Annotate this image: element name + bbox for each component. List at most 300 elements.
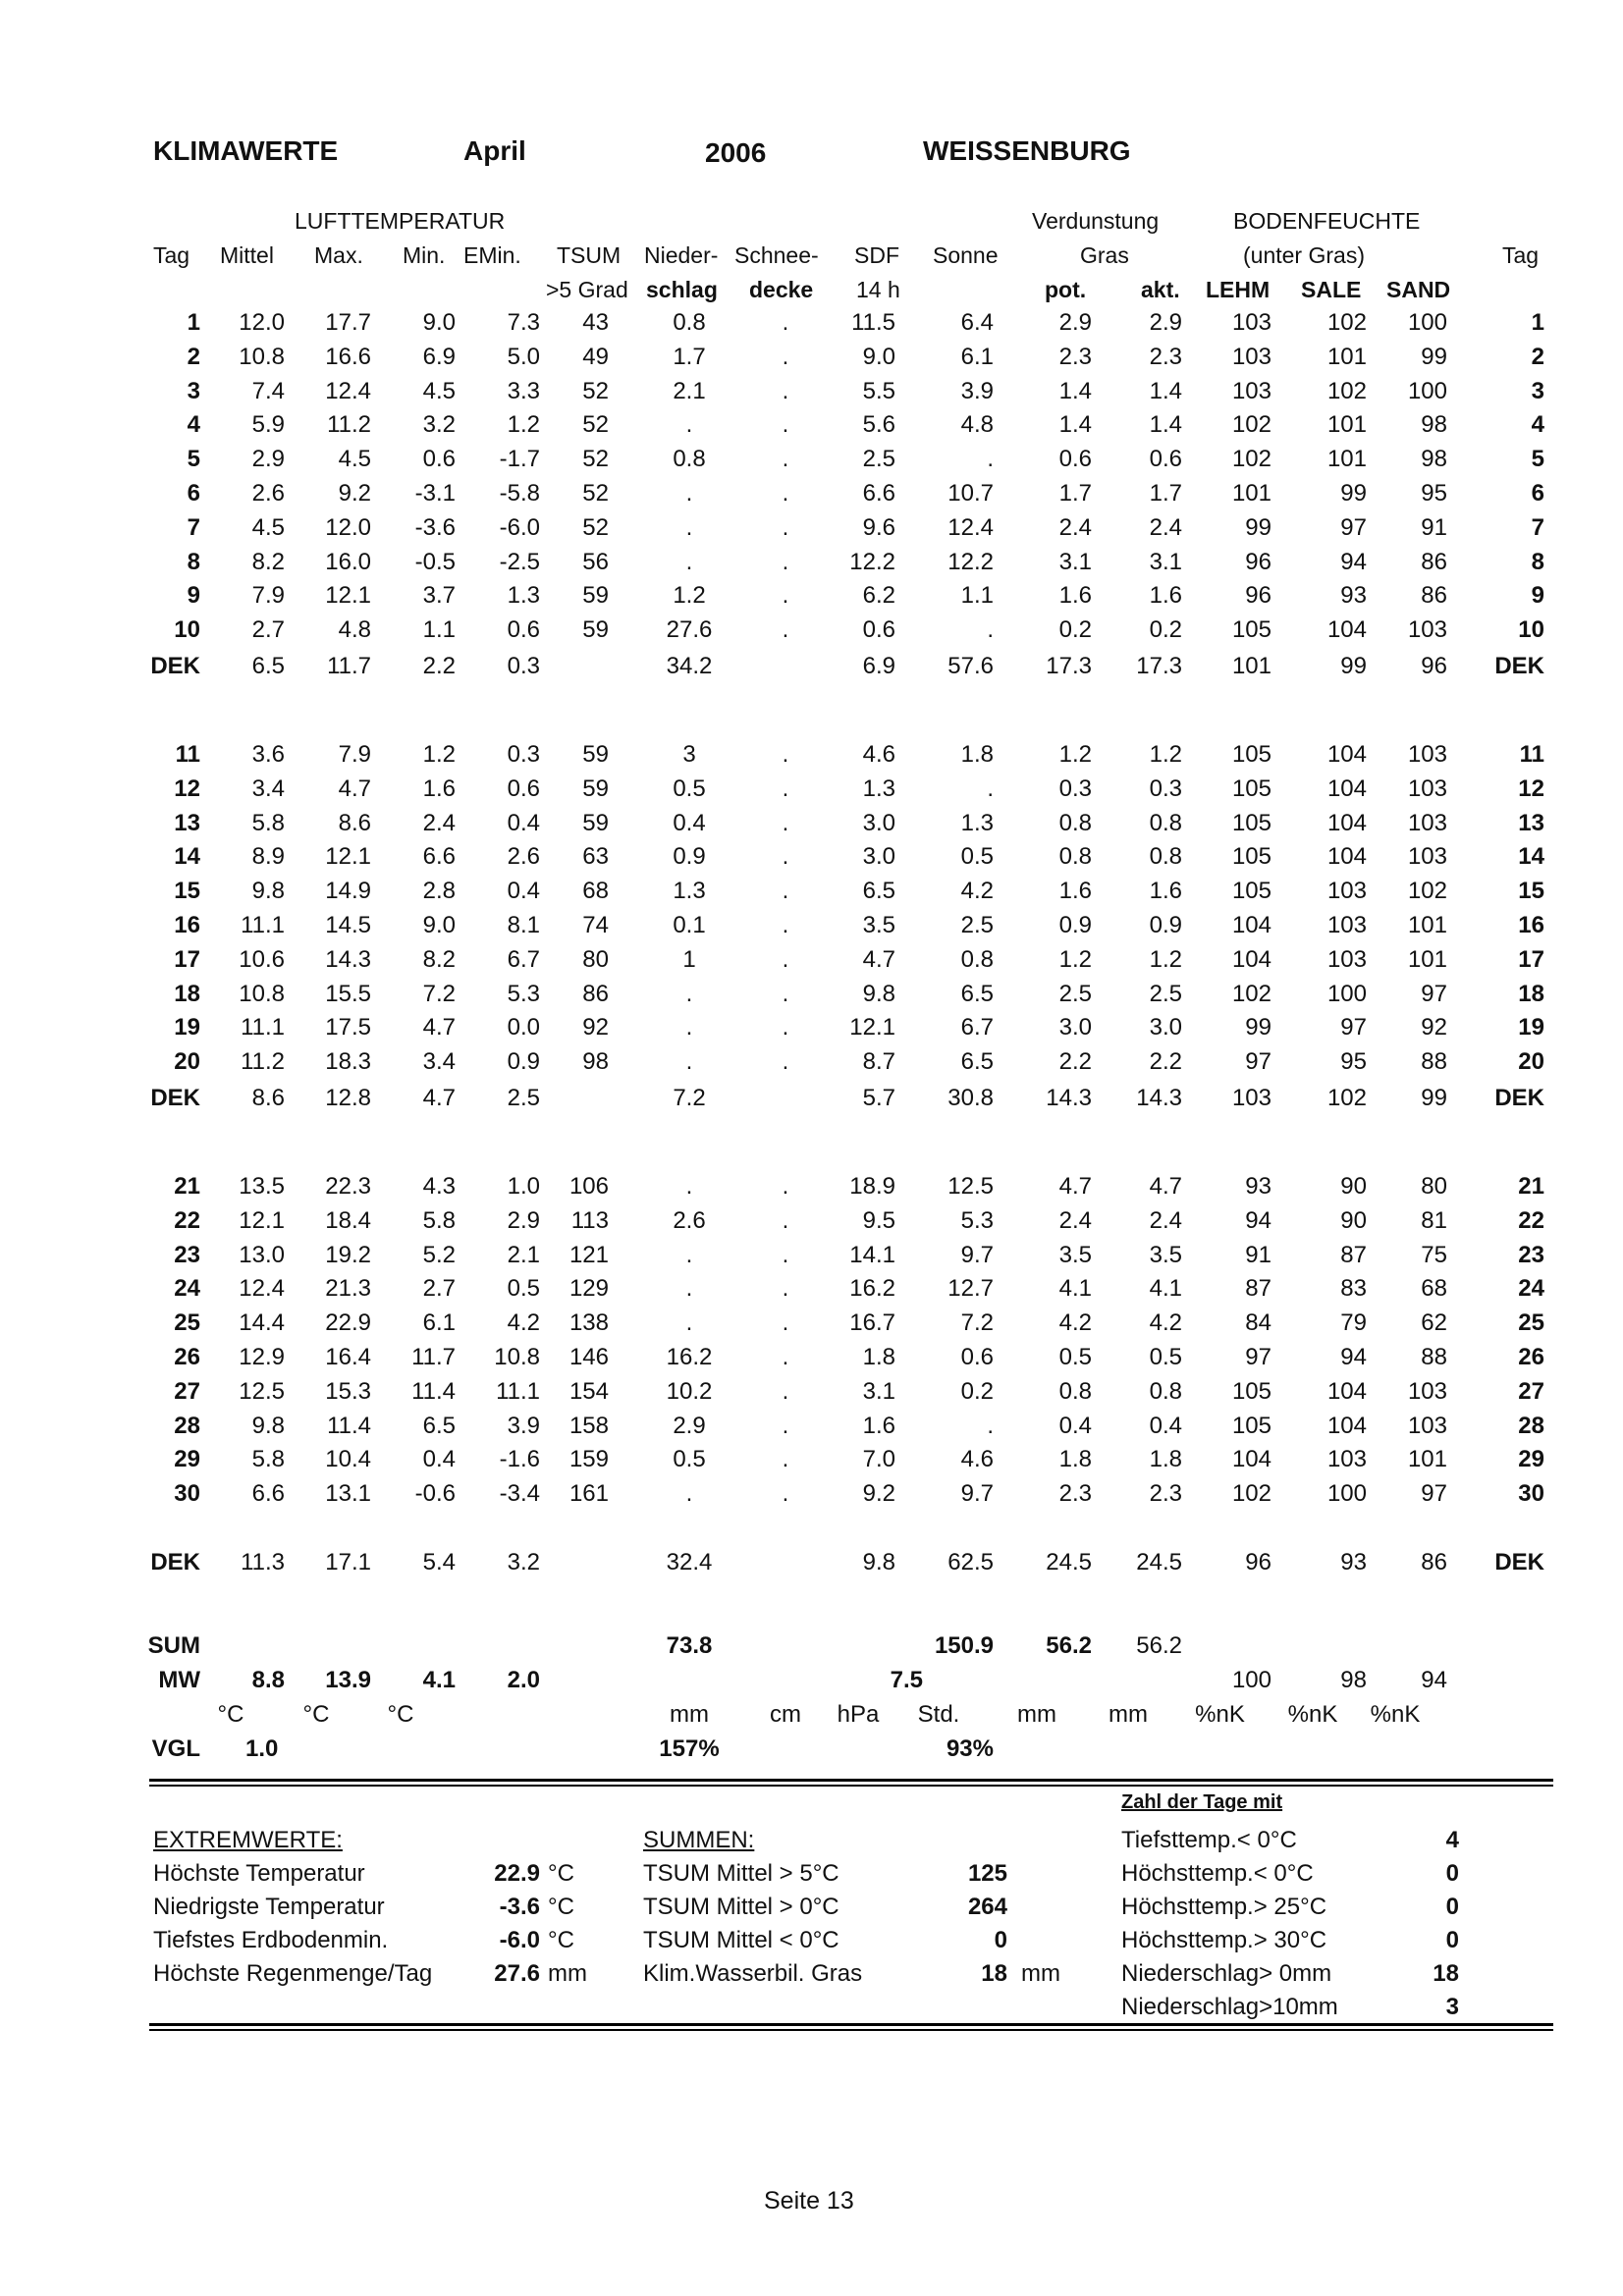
row-sale-cell: 102 xyxy=(1326,309,1367,336)
summary-mw-max: 13.9 xyxy=(325,1667,371,1693)
row-sand-cell: 103 xyxy=(1407,843,1447,871)
row-sand-cell: 75 xyxy=(1421,1241,1447,1268)
summary-vgl-sonne: 93% xyxy=(946,1735,994,1762)
row-pot-cell: 0.4 xyxy=(1058,1412,1092,1439)
summary-units-mittel: °C xyxy=(217,1701,244,1728)
summen-value: 18 xyxy=(981,1960,1007,1987)
row-mittel-cell: 12.4 xyxy=(239,1275,285,1303)
tage-value: 0 xyxy=(1445,1927,1459,1953)
row-min-cell: 1.6 xyxy=(422,774,456,802)
row-min-cell: 2.7 xyxy=(422,1275,456,1303)
row-schneedecke-cell: . xyxy=(782,1048,789,1076)
row-sonne-cell: . xyxy=(987,616,994,644)
row-mittel-cell: 9.8 xyxy=(251,878,285,905)
row-emin-cell: 2.1 xyxy=(507,1241,540,1268)
summary-units-sonne: Std. xyxy=(917,1701,960,1728)
row-tag-right-cell: 29 xyxy=(1518,1446,1544,1473)
row-lehm-cell: 105 xyxy=(1231,843,1271,871)
row-lehm-cell: 96 xyxy=(1245,548,1271,575)
dek-sale-cell: 93 xyxy=(1340,1549,1367,1575)
row-sand-cell: 88 xyxy=(1421,1344,1447,1370)
extremwerte-value: 27.6 xyxy=(494,1960,540,1987)
row-mittel-cell: 7.4 xyxy=(251,377,285,404)
row-lehm-cell: 103 xyxy=(1231,309,1271,336)
summary-vgl-mittel: 1.0 xyxy=(245,1735,279,1762)
row-sdf-cell: 12.2 xyxy=(849,548,895,575)
row-sale-cell: 94 xyxy=(1340,1344,1367,1370)
row-max-cell: 7.9 xyxy=(338,741,371,768)
row-pot-cell: 1.4 xyxy=(1058,377,1092,404)
row-min-cell: -3.1 xyxy=(414,480,456,507)
row-tag-right-cell: 23 xyxy=(1518,1241,1544,1268)
row-niederschlag-cell: . xyxy=(685,480,693,507)
row-max-cell: 19.2 xyxy=(325,1241,371,1268)
dek-mittel-cell: 8.6 xyxy=(251,1085,285,1111)
summary-units-sdf: hPa xyxy=(837,1701,880,1728)
row-sdf-cell: 16.2 xyxy=(849,1275,895,1303)
row-pot-cell: 1.2 xyxy=(1058,945,1092,973)
row-sand-cell: 100 xyxy=(1407,309,1447,336)
row-akt-cell: 0.8 xyxy=(1149,843,1182,871)
dek-sonne-cell: 30.8 xyxy=(947,1085,994,1111)
row-emin-cell: 0.3 xyxy=(507,741,540,768)
row-sale-cell: 104 xyxy=(1326,1412,1367,1439)
row-emin-cell: 3.3 xyxy=(507,377,540,404)
row-tag-right-cell: 14 xyxy=(1518,843,1544,871)
row-tag-right-cell: 20 xyxy=(1518,1048,1544,1076)
row-sale-cell: 104 xyxy=(1326,616,1367,644)
row-lehm-cell: 91 xyxy=(1245,1241,1271,1268)
row-min-cell: 6.1 xyxy=(422,1309,456,1337)
row-pot-cell: 2.9 xyxy=(1058,309,1092,336)
row-emin-cell: 4.2 xyxy=(507,1309,540,1337)
row-schneedecke-cell: . xyxy=(782,809,789,836)
row-schneedecke-cell: . xyxy=(782,548,789,575)
row-sand-cell: 101 xyxy=(1407,945,1447,973)
row-akt-cell: 0.4 xyxy=(1149,1412,1182,1439)
row-mittel-cell: 3.6 xyxy=(251,741,285,768)
row-lehm-cell: 97 xyxy=(1245,1048,1271,1076)
row-max-cell: 17.5 xyxy=(325,1014,371,1041)
summen-label: TSUM Mittel > 0°C xyxy=(643,1894,839,1920)
row-mittel-cell: 6.6 xyxy=(251,1480,285,1508)
row-lehm-cell: 102 xyxy=(1231,980,1271,1007)
row-niederschlag-cell: 0.8 xyxy=(673,446,706,473)
row-niederschlag-cell: 2.1 xyxy=(673,377,706,404)
row-sdf-cell: 9.8 xyxy=(862,980,895,1007)
row-lehm-cell: 102 xyxy=(1231,446,1271,473)
row-akt-cell: 1.8 xyxy=(1149,1446,1182,1473)
row-sonne-cell: 4.2 xyxy=(960,878,994,905)
row-niederschlag-cell: . xyxy=(685,980,693,1007)
dek-tag-cell: DEK xyxy=(150,1549,200,1575)
row-tsum-cell: 86 xyxy=(582,980,609,1007)
row-sand-cell: 81 xyxy=(1421,1206,1447,1234)
row-niederschlag-cell: 0.5 xyxy=(673,774,706,802)
row-min-cell: 11.7 xyxy=(411,1344,456,1370)
row-akt-cell: 0.2 xyxy=(1149,616,1182,644)
row-mittel-cell: 11.2 xyxy=(241,1048,285,1076)
row-akt-cell: 2.2 xyxy=(1149,1048,1182,1076)
row-sale-cell: 93 xyxy=(1340,582,1367,610)
row-sale-cell: 94 xyxy=(1340,548,1367,575)
row-lehm-cell: 96 xyxy=(1245,582,1271,610)
row-akt-cell: 1.6 xyxy=(1149,582,1182,610)
row-sale-cell: 104 xyxy=(1326,809,1367,836)
row-sonne-cell: 10.7 xyxy=(947,480,994,507)
row-lehm-cell: 103 xyxy=(1231,343,1271,370)
row-lehm-cell: 99 xyxy=(1245,1014,1271,1041)
extremwerte-unit: mm xyxy=(548,1960,587,1987)
row-schneedecke-cell: . xyxy=(782,513,789,541)
row-niederschlag-cell: 0.8 xyxy=(673,309,706,336)
row-niederschlag-cell: 1.7 xyxy=(673,343,706,370)
row-sdf-cell: 6.5 xyxy=(862,878,895,905)
row-max-cell: 16.4 xyxy=(325,1344,371,1370)
row-tag-cell: 29 xyxy=(174,1446,200,1473)
dek-min-cell: 2.2 xyxy=(422,653,456,679)
dek-lehm-cell: 103 xyxy=(1231,1085,1271,1111)
row-mittel-cell: 2.9 xyxy=(251,446,285,473)
row-tsum-cell: 52 xyxy=(582,377,609,404)
row-schneedecke-cell: . xyxy=(782,582,789,610)
row-mittel-cell: 13.5 xyxy=(239,1173,285,1200)
row-tag-right-cell: 1 xyxy=(1531,309,1544,336)
row-lehm-cell: 102 xyxy=(1231,411,1271,439)
row-tag-cell: 19 xyxy=(174,1014,200,1041)
row-sand-cell: 100 xyxy=(1407,377,1447,404)
row-akt-cell: 2.3 xyxy=(1149,1480,1182,1508)
row-mittel-cell: 12.9 xyxy=(239,1344,285,1370)
row-sonne-cell: . xyxy=(987,774,994,802)
row-min-cell: 9.0 xyxy=(422,309,456,336)
row-sale-cell: 104 xyxy=(1326,741,1367,768)
summary-mw-lehm: 100 xyxy=(1231,1667,1271,1693)
row-min-cell: -0.5 xyxy=(414,548,456,575)
summary-units-sand: %nK xyxy=(1370,1701,1421,1728)
row-niederschlag-cell: 3 xyxy=(682,741,696,768)
row-max-cell: 11.2 xyxy=(327,411,371,439)
row-emin-cell: 0.6 xyxy=(507,616,540,644)
row-tag-cell: 11 xyxy=(175,741,200,768)
summary-mw-sale: 98 xyxy=(1340,1667,1367,1693)
row-tag-right-cell: 27 xyxy=(1518,1377,1544,1405)
row-sand-cell: 80 xyxy=(1421,1173,1447,1200)
row-sand-cell: 103 xyxy=(1407,1377,1447,1405)
row-sale-cell: 103 xyxy=(1326,1446,1367,1473)
dek-min-cell: 5.4 xyxy=(422,1549,456,1575)
row-akt-cell: 3.0 xyxy=(1149,1014,1182,1041)
row-akt-cell: 1.4 xyxy=(1149,411,1182,439)
row-tsum-cell: 43 xyxy=(582,309,609,336)
row-schneedecke-cell: . xyxy=(782,1014,789,1041)
row-pot-cell: 0.8 xyxy=(1058,1377,1092,1405)
header-nieder: Nieder- xyxy=(644,242,719,268)
row-sdf-cell: 6.2 xyxy=(862,582,895,610)
row-mittel-cell: 13.0 xyxy=(239,1241,285,1268)
row-tag-cell: 5 xyxy=(187,446,200,473)
row-tag-right-cell: 15 xyxy=(1518,878,1544,905)
row-sonne-cell: 6.1 xyxy=(960,343,994,370)
row-schneedecke-cell: . xyxy=(782,446,789,473)
summen-unit: mm xyxy=(1021,1960,1060,1987)
row-sdf-cell: 7.0 xyxy=(862,1446,895,1473)
row-sdf-cell: 11.5 xyxy=(851,309,895,336)
row-mittel-cell: 8.2 xyxy=(251,548,285,575)
row-mittel-cell: 5.8 xyxy=(251,1446,285,1473)
extremwerte-value: 22.9 xyxy=(494,1860,540,1887)
row-mittel-cell: 12.0 xyxy=(239,309,285,336)
row-lehm-cell: 97 xyxy=(1245,1344,1271,1370)
row-akt-cell: 1.2 xyxy=(1149,945,1182,973)
row-sonne-cell: 12.4 xyxy=(947,513,994,541)
row-tag-right-cell: 10 xyxy=(1518,616,1544,644)
row-sand-cell: 97 xyxy=(1421,980,1447,1007)
row-pot-cell: 4.7 xyxy=(1058,1173,1092,1200)
row-max-cell: 21.3 xyxy=(325,1275,371,1303)
row-tag-cell: 12 xyxy=(174,774,200,802)
row-sdf-cell: 6.6 xyxy=(862,480,895,507)
report-year: 2006 xyxy=(705,137,767,168)
row-tag-cell: 16 xyxy=(174,912,200,938)
extremwerte-label: Niedrigste Temperatur xyxy=(153,1894,385,1920)
report-month: April xyxy=(463,135,526,166)
row-mittel-cell: 11.1 xyxy=(241,1014,285,1041)
row-emin-cell: 7.3 xyxy=(507,309,540,336)
row-akt-cell: 4.1 xyxy=(1149,1275,1182,1303)
row-tag-cell: 17 xyxy=(174,945,200,973)
row-max-cell: 12.4 xyxy=(325,377,371,404)
summary-sum-sonne: 150.9 xyxy=(934,1632,994,1659)
row-sale-cell: 101 xyxy=(1326,411,1367,439)
row-schneedecke-cell: . xyxy=(782,1412,789,1439)
summen-value: 125 xyxy=(967,1860,1007,1887)
row-max-cell: 8.6 xyxy=(338,809,371,836)
row-sand-cell: 95 xyxy=(1421,480,1447,507)
summary-sum-niederschlag: 73.8 xyxy=(666,1632,713,1659)
dek-pot-cell: 17.3 xyxy=(1046,653,1092,679)
row-sale-cell: 97 xyxy=(1340,1014,1367,1041)
header-tag-right: Tag xyxy=(1502,242,1540,268)
row-tsum-cell: 154 xyxy=(568,1377,609,1405)
summary-mw-sand: 94 xyxy=(1421,1667,1447,1693)
dek-sand-cell: 96 xyxy=(1421,653,1447,679)
row-lehm-cell: 104 xyxy=(1231,945,1271,973)
row-emin-cell: -5.8 xyxy=(499,480,540,507)
row-sale-cell: 101 xyxy=(1326,343,1367,370)
extremwerte-value: -3.6 xyxy=(499,1894,540,1920)
row-akt-cell: 4.7 xyxy=(1149,1173,1182,1200)
tage-value: 0 xyxy=(1445,1860,1459,1887)
dek-mittel-cell: 11.3 xyxy=(241,1549,285,1575)
dek-emin-cell: 0.3 xyxy=(507,653,540,679)
row-tag-right-cell: 13 xyxy=(1518,809,1544,836)
row-lehm-cell: 87 xyxy=(1245,1275,1271,1303)
row-max-cell: 14.9 xyxy=(325,878,371,905)
row-tsum-cell: 98 xyxy=(582,1048,609,1076)
summen-value: 0 xyxy=(994,1927,1007,1953)
tage-label: Höchsttemp.> 25°C xyxy=(1121,1894,1327,1920)
row-max-cell: 13.1 xyxy=(325,1480,371,1508)
row-mittel-cell: 10.8 xyxy=(239,980,285,1007)
row-tag-cell: 20 xyxy=(174,1048,200,1076)
row-lehm-cell: 105 xyxy=(1231,1412,1271,1439)
row-mittel-cell: 2.7 xyxy=(251,616,285,644)
row-tsum-cell: 59 xyxy=(582,774,609,802)
row-min-cell: 6.5 xyxy=(422,1412,456,1439)
row-sdf-cell: 2.5 xyxy=(862,446,895,473)
row-min-cell: -3.6 xyxy=(414,513,456,541)
row-emin-cell: -1.6 xyxy=(499,1446,540,1473)
row-tag-cell: 8 xyxy=(187,548,200,575)
row-tsum-cell: 52 xyxy=(582,513,609,541)
dek-max-cell: 17.1 xyxy=(325,1549,371,1575)
row-sonne-cell: 4.6 xyxy=(960,1446,994,1473)
row-tsum-cell: 68 xyxy=(582,878,609,905)
row-pot-cell: 2.5 xyxy=(1058,980,1092,1007)
row-sonne-cell: . xyxy=(987,446,994,473)
header-sdf: SDF xyxy=(854,242,899,268)
dek-tag-right-cell: DEK xyxy=(1494,1549,1544,1575)
row-akt-cell: 1.2 xyxy=(1149,741,1182,768)
row-schneedecke-cell: . xyxy=(782,945,789,973)
dek-niederschlag-cell: 34.2 xyxy=(666,653,713,679)
header-14h: 14 h xyxy=(856,277,900,302)
row-tsum-cell: 106 xyxy=(568,1173,609,1200)
row-sand-cell: 88 xyxy=(1421,1048,1447,1076)
row-sonne-cell: 0.5 xyxy=(960,843,994,871)
row-sdf-cell: 1.6 xyxy=(862,1412,895,1439)
row-sdf-cell: 16.7 xyxy=(849,1309,895,1337)
dek-akt-cell: 17.3 xyxy=(1136,653,1182,679)
summary-mw-sdf: 7.5 xyxy=(890,1667,923,1693)
row-pot-cell: 2.3 xyxy=(1058,1480,1092,1508)
row-mittel-cell: 14.4 xyxy=(239,1309,285,1337)
row-akt-cell: 0.9 xyxy=(1149,912,1182,938)
row-emin-cell: 5.3 xyxy=(507,980,540,1007)
row-sale-cell: 101 xyxy=(1326,446,1367,473)
row-tsum-cell: 146 xyxy=(568,1344,609,1370)
row-sdf-cell: 5.6 xyxy=(862,411,895,439)
row-tsum-cell: 49 xyxy=(582,343,609,370)
row-sdf-cell: 4.6 xyxy=(862,741,895,768)
extremwerte-value: -6.0 xyxy=(499,1927,540,1953)
row-pot-cell: 1.4 xyxy=(1058,411,1092,439)
row-tag-cell: 14 xyxy=(174,843,200,871)
row-mittel-cell: 3.4 xyxy=(251,774,285,802)
summary-units-pot: mm xyxy=(1017,1701,1056,1728)
row-sonne-cell: 0.6 xyxy=(960,1344,994,1370)
row-akt-cell: 4.2 xyxy=(1149,1309,1182,1337)
row-schneedecke-cell: . xyxy=(782,878,789,905)
row-max-cell: 4.8 xyxy=(338,616,371,644)
row-pot-cell: 0.2 xyxy=(1058,616,1092,644)
row-tag-cell: 23 xyxy=(174,1241,200,1268)
row-emin-cell: 6.7 xyxy=(507,945,540,973)
row-tag-cell: 26 xyxy=(174,1344,200,1370)
row-lehm-cell: 105 xyxy=(1231,616,1271,644)
row-min-cell: 1.2 xyxy=(422,741,456,768)
row-pot-cell: 2.4 xyxy=(1058,513,1092,541)
row-min-cell: 4.5 xyxy=(422,377,456,404)
row-tsum-cell: 161 xyxy=(568,1480,609,1508)
row-akt-cell: 3.5 xyxy=(1149,1241,1182,1268)
row-sale-cell: 103 xyxy=(1326,912,1367,938)
dek-lehm-cell: 96 xyxy=(1245,1549,1271,1575)
row-tag-cell: 28 xyxy=(174,1412,200,1439)
row-tag-cell: 27 xyxy=(174,1377,200,1405)
row-tag-cell: 15 xyxy=(174,878,200,905)
row-sdf-cell: 3.0 xyxy=(862,809,895,836)
header-tag: Tag xyxy=(153,242,190,268)
row-lehm-cell: 94 xyxy=(1245,1206,1271,1234)
row-tag-cell: 3 xyxy=(187,377,200,404)
row-sonne-cell: 5.3 xyxy=(960,1206,994,1234)
row-tag-cell: 24 xyxy=(174,1275,200,1303)
row-tag-right-cell: 30 xyxy=(1518,1480,1544,1508)
row-tag-cell: 2 xyxy=(187,343,200,370)
row-mittel-cell: 12.1 xyxy=(239,1206,285,1234)
row-niederschlag-cell: . xyxy=(685,1275,693,1303)
row-akt-cell: 2.4 xyxy=(1149,513,1182,541)
tage-value: 0 xyxy=(1445,1894,1459,1920)
row-sonne-cell: 0.8 xyxy=(960,945,994,973)
row-pot-cell: 0.5 xyxy=(1058,1344,1092,1370)
summen-label: TSUM Mittel < 0°C xyxy=(643,1927,839,1953)
row-tag-cell: 6 xyxy=(187,480,200,507)
row-tsum-cell: 63 xyxy=(582,843,609,871)
row-emin-cell: -2.5 xyxy=(499,548,540,575)
dek-min-cell: 4.7 xyxy=(422,1085,456,1111)
row-akt-cell: 2.9 xyxy=(1149,309,1182,336)
row-sdf-cell: 14.1 xyxy=(849,1241,895,1268)
dek-niederschlag-cell: 7.2 xyxy=(673,1085,706,1111)
row-niederschlag-cell: 27.6 xyxy=(666,616,713,644)
row-min-cell: 2.4 xyxy=(422,809,456,836)
dek-mittel-cell: 6.5 xyxy=(251,653,285,679)
row-sonne-cell: 7.2 xyxy=(960,1309,994,1337)
row-pot-cell: 2.2 xyxy=(1058,1048,1092,1076)
row-niederschlag-cell: . xyxy=(685,1480,693,1508)
row-tag-right-cell: 9 xyxy=(1531,582,1544,610)
row-pot-cell: 2.4 xyxy=(1058,1206,1092,1234)
row-min-cell: 4.7 xyxy=(422,1014,456,1041)
tage-value: 18 xyxy=(1433,1960,1459,1987)
dek-tag-cell: DEK xyxy=(150,1085,200,1111)
dek-sdf-cell: 9.8 xyxy=(862,1549,895,1575)
row-max-cell: 14.3 xyxy=(325,945,371,973)
row-sand-cell: 62 xyxy=(1421,1309,1447,1337)
row-sdf-cell: 9.0 xyxy=(862,343,895,370)
row-lehm-cell: 105 xyxy=(1231,878,1271,905)
row-tsum-cell: 121 xyxy=(568,1241,609,1268)
summary-sum-tag: SUM xyxy=(147,1632,200,1659)
row-max-cell: 4.5 xyxy=(338,446,371,473)
header-sand: SAND xyxy=(1386,277,1451,302)
tage-label: Höchsttemp.< 0°C xyxy=(1121,1860,1314,1887)
row-schneedecke-cell: . xyxy=(782,377,789,404)
row-sdf-cell: 3.5 xyxy=(862,912,895,938)
row-pot-cell: 2.3 xyxy=(1058,343,1092,370)
row-tag-right-cell: 2 xyxy=(1531,343,1544,370)
row-akt-cell: 1.4 xyxy=(1149,377,1182,404)
row-emin-cell: 1.2 xyxy=(507,411,540,439)
dek-tag-cell: DEK xyxy=(150,653,200,679)
row-tag-cell: 25 xyxy=(174,1309,200,1337)
header-lehm: LEHM xyxy=(1206,277,1271,302)
row-sale-cell: 104 xyxy=(1326,774,1367,802)
extremwerte-unit: °C xyxy=(548,1860,574,1887)
